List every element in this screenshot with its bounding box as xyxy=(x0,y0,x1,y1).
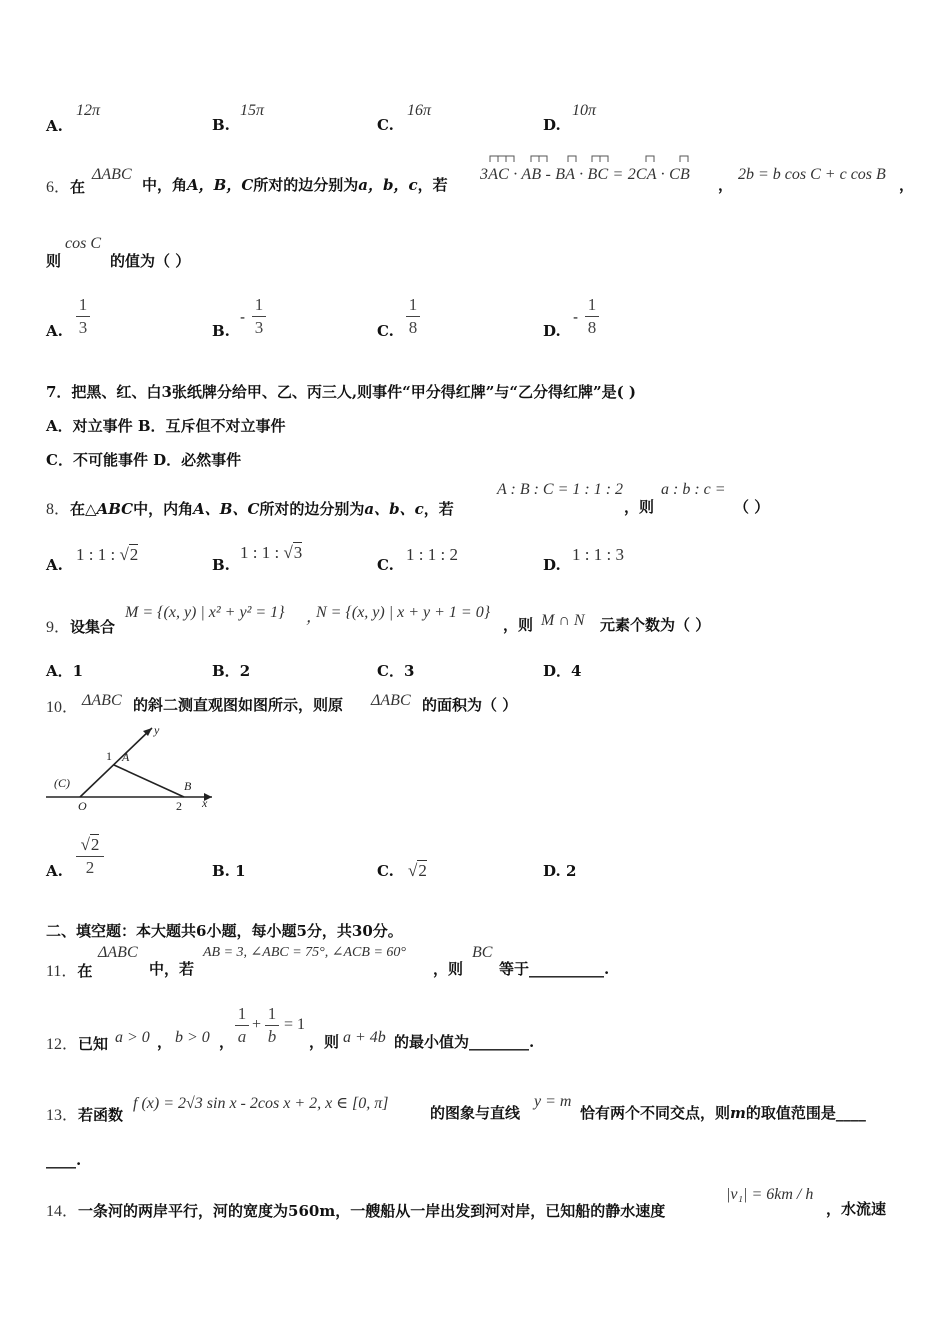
q13-m: m xyxy=(730,1104,746,1122)
q12-cond1: a > 0 xyxy=(115,1029,150,1046)
q6-option-d-fraction xyxy=(585,296,599,337)
q8-ask: （ ） xyxy=(734,498,770,516)
option-value: 4 xyxy=(571,662,582,680)
q12-tail xyxy=(394,1031,534,1052)
q6-cos: cos C xyxy=(65,235,101,252)
q12-text: 的最小值为 xyxy=(394,1033,470,1051)
q10-line xyxy=(46,694,78,717)
option-label: A. xyxy=(46,117,63,135)
q10-number: 10． xyxy=(46,699,79,716)
q11-number: 11． xyxy=(46,963,78,980)
option-label: D． xyxy=(543,662,572,680)
q12-end: . xyxy=(529,1033,535,1051)
q6-sep: ， xyxy=(718,176,734,194)
q8-option-a-label: A. xyxy=(46,556,63,574)
q12-number: 12． xyxy=(46,1036,79,1053)
q12-fraction-b xyxy=(265,1005,279,1046)
q12-plus: + xyxy=(252,1016,262,1033)
q8-option-c-value: 1 : 1 : 2 xyxy=(406,545,458,564)
q8-ask-expr: a : b : c = xyxy=(661,481,726,498)
option-label: B． xyxy=(212,662,240,680)
q6-number: 6． xyxy=(46,179,71,196)
segment-ab xyxy=(114,765,184,797)
q11-bc: BC xyxy=(472,944,493,961)
q6-text: 在 xyxy=(70,178,86,196)
q7-stem: 7．把黑、红、白3张纸牌分给甲、乙、丙三人,则事件“甲分得红牌”与“乙分得红牌”是( ) xyxy=(46,383,637,401)
radicand: 2 xyxy=(418,861,427,880)
q6-vector-equation: 3AC · AB - BA · BC = 2CA · CB xyxy=(480,166,690,183)
q6-line1 xyxy=(46,174,85,197)
q10-option-c-label: C. xyxy=(377,862,394,880)
q6-triangle: ΔABC xyxy=(92,166,132,183)
ratio-text: 1 : 1 : xyxy=(240,543,284,562)
q8-option-b-value: 1 : 1 : √3 xyxy=(240,543,303,562)
q9-option-b xyxy=(212,660,250,681)
q6-option-b-sign: - xyxy=(240,308,246,326)
q9-option-a xyxy=(46,660,83,681)
q8-option-b-label: B. xyxy=(212,556,230,574)
answer-blank-continued[interactable]: ____ xyxy=(46,1151,76,1169)
q11-text2: 中，若 xyxy=(149,960,195,978)
q11-condition: AB = 3, ∠ABC = 75°, ∠ACB = 60° xyxy=(203,945,406,960)
option-label: A． xyxy=(46,662,73,680)
fraction-denominator: 2 xyxy=(85,858,95,877)
q11-tail xyxy=(499,958,609,979)
q9-option-c xyxy=(377,660,414,681)
q6-text: ，若 xyxy=(417,176,448,194)
q8-text: 中，内角 xyxy=(133,500,194,518)
q12-text: 已知 xyxy=(78,1035,109,1053)
q8-angles: A、B、C xyxy=(193,500,260,518)
q13-text: 的取值范围是 xyxy=(745,1104,836,1122)
q6-comma: ， xyxy=(899,176,915,194)
q6-option-a-label: A. xyxy=(46,322,63,340)
q12-equals: = 1 xyxy=(284,1016,306,1033)
q13-tail xyxy=(580,1102,866,1123)
q8-text: 所对的边分别为 xyxy=(259,500,365,518)
q10-option-a-fraction xyxy=(76,836,104,877)
answer-blank[interactable]: ____ xyxy=(835,1104,866,1122)
q8-text5: ，则 xyxy=(624,498,655,516)
radicand: 3 xyxy=(293,543,303,562)
x-label: x xyxy=(202,796,208,810)
q9-number-text xyxy=(46,614,115,637)
q6-text: 所对的边分别为 xyxy=(253,176,359,194)
fraction-numerator: 1 xyxy=(237,1004,247,1023)
fraction-numerator: 1 xyxy=(254,295,264,314)
q8-option-d-label: D. xyxy=(543,556,561,574)
fraction-denominator: 8 xyxy=(408,318,418,337)
q6-option-b-fraction xyxy=(252,296,266,337)
option-label: D. xyxy=(543,862,561,880)
q6-text: 中，角 xyxy=(142,176,188,194)
q12-expr: a + 4b xyxy=(343,1029,386,1046)
fraction-denominator: 3 xyxy=(78,318,88,337)
q10-text1: 的斜二测直观图如图所示，则原 xyxy=(133,696,344,714)
y-label: y xyxy=(154,723,160,737)
q12-fraction-a xyxy=(235,1005,249,1046)
fraction-numerator: 1 xyxy=(587,295,597,314)
q10-option-a-label: A. xyxy=(46,862,63,880)
q14-speed: |v₁| = 6km / h xyxy=(726,1186,814,1203)
q8-ratio: A : B : C = 1 : 1 : 2 xyxy=(497,481,624,498)
tick-one-label: 1 xyxy=(106,749,112,763)
q14-text: 一条河的两岸平行，河的宽度为560m，一艘船从一岸出发到河对岸，已知船的静水速度 xyxy=(78,1202,666,1220)
q6-ask: 的值为（ ） xyxy=(110,252,191,270)
q9-number: 9． xyxy=(46,619,71,636)
q13-text2: 的图象与直线 xyxy=(430,1104,521,1122)
q9-text3: 元素个数为（ ） xyxy=(600,616,711,634)
q8-option-a-value: 1 : 1 : √2 xyxy=(76,545,139,564)
q11-text: 等于 xyxy=(499,960,530,978)
q6-equation2: 2b = b cos C + c cos B xyxy=(738,166,886,183)
option-value: 1 xyxy=(235,862,246,880)
q6-option-c-label: C. xyxy=(377,322,394,340)
option-value: 3 xyxy=(403,662,415,680)
q5-option-d-value: 10π xyxy=(572,102,597,119)
q13-line2 xyxy=(46,1151,81,1169)
q5-option-d-label: D. xyxy=(543,116,561,134)
q11-triangle: ΔABC xyxy=(98,944,138,961)
fraction-numerator: 1 xyxy=(408,295,418,314)
q9-intersection: M ∩ N xyxy=(541,612,585,629)
q5-option-c-label: C. xyxy=(377,116,394,134)
q11-end: . xyxy=(604,960,610,978)
q13-line xyxy=(46,1102,123,1125)
fraction-denominator: b xyxy=(267,1027,277,1046)
q11-line xyxy=(46,958,92,981)
fraction-denominator: 3 xyxy=(254,318,264,337)
fraction-numerator: √2 xyxy=(80,835,100,854)
y-axis xyxy=(80,728,152,797)
option-value: 1 xyxy=(72,662,84,680)
q10-option-c-value: √2 xyxy=(408,861,427,880)
point-b-label: B xyxy=(184,779,192,793)
q8-sides: a、b、c xyxy=(364,500,424,518)
fraction-denominator: 8 xyxy=(587,318,597,337)
q13-number: 13． xyxy=(46,1107,79,1124)
q6-angles: A，B，C xyxy=(187,176,254,194)
ratio-text: 1 : 1 : xyxy=(76,545,120,564)
q10-text2: 的面积为（ ） xyxy=(422,696,518,714)
fraction-denominator: a xyxy=(237,1027,247,1046)
q12-cond2: b > 0 xyxy=(175,1029,210,1046)
q8-option-d-value: 1 : 1 : 3 xyxy=(572,545,624,564)
q9-text: 设集合 xyxy=(70,618,116,636)
answer-blank[interactable]: ________ xyxy=(469,1033,530,1051)
q12-text2: ，则 xyxy=(309,1033,340,1051)
q7-options-row1: A．对立事件 B．互斥但不对立事件 xyxy=(46,417,286,435)
q9-set-n: N = {(x, y) | x + y + 1 = 0} xyxy=(316,604,491,621)
q13-line-eq: y = m xyxy=(534,1093,572,1110)
point-a-label: A xyxy=(122,750,130,764)
q8-triangle: ABC xyxy=(96,500,134,518)
q5-option-a xyxy=(46,116,63,135)
option-value: 2 xyxy=(565,862,577,880)
answer-blank[interactable]: __________ xyxy=(529,960,605,978)
q6-option-d-label: D. xyxy=(543,322,561,340)
q12-sep2: ， xyxy=(219,1033,235,1051)
q5-option-b-label: B. xyxy=(212,116,230,134)
option-label: C． xyxy=(377,662,404,680)
radicand: 2 xyxy=(90,835,100,854)
q10-option-d xyxy=(543,862,576,880)
q13-text: 若函数 xyxy=(78,1106,124,1124)
q9-sep: ， xyxy=(306,609,323,626)
q13-text: 恰有两个不同交点，则 xyxy=(580,1104,731,1122)
q6-sides: a，b，c xyxy=(358,176,418,194)
q6-option-c-fraction xyxy=(406,296,420,337)
q10-triangle2: ΔABC xyxy=(371,692,411,709)
q8-line xyxy=(46,496,454,519)
q13-function: f (x) = 2√3 sin x - 2cos x + 2, x ∈ [0, π] xyxy=(133,1095,389,1112)
vector-arrows-icon xyxy=(486,154,716,164)
q8-text: ，若 xyxy=(423,500,454,518)
q10-triangle: ΔABC xyxy=(82,692,122,709)
section-title: 二、填空题：本大题共6小题，每小题5分，共30分。 xyxy=(46,922,403,940)
q9-option-d xyxy=(543,660,581,681)
q5-option-a-value: 12π xyxy=(76,102,101,119)
q6-option-a-fraction xyxy=(76,296,90,337)
q10-option-b xyxy=(212,862,246,880)
q10-figure xyxy=(44,722,224,818)
q8-number: 8． xyxy=(46,501,71,518)
q6-option-d-sign: - xyxy=(573,308,579,326)
q11-text: 在 xyxy=(77,962,93,980)
option-label: B. xyxy=(212,862,230,880)
q14-line xyxy=(46,1198,665,1221)
fraction-numerator: 1 xyxy=(267,1004,277,1023)
q8-text: 在△ xyxy=(70,500,97,518)
q7-options-row2: C．不可能事件 D．必然事件 xyxy=(46,451,242,469)
q5-option-c-value: 16π xyxy=(407,102,432,119)
origin-label: O xyxy=(78,799,87,813)
q14-number: 14． xyxy=(46,1203,79,1220)
radicand: 2 xyxy=(129,545,139,564)
q11-text3: ，则 xyxy=(433,960,464,978)
q9-text2: ，则 xyxy=(503,616,534,634)
option-value: 2 xyxy=(239,662,251,680)
q8-option-c-label: C. xyxy=(377,556,394,574)
q6-then: 则 xyxy=(46,252,62,270)
q13-end: . xyxy=(76,1151,82,1169)
q6-text-mid xyxy=(142,174,448,195)
point-c-label: (C) xyxy=(54,776,70,790)
q12-sep1: ， xyxy=(157,1033,173,1051)
q5-option-b-value: 15π xyxy=(240,102,265,119)
q14-text2: ，水流速 xyxy=(826,1200,887,1218)
q9-set-m: M = {(x, y) | x² + y² = 1} xyxy=(125,604,285,621)
q12-line xyxy=(46,1031,108,1054)
tick-two-label: 2 xyxy=(176,799,182,813)
q6-option-b-label: B. xyxy=(212,322,230,340)
fraction-numerator: 1 xyxy=(78,295,88,314)
